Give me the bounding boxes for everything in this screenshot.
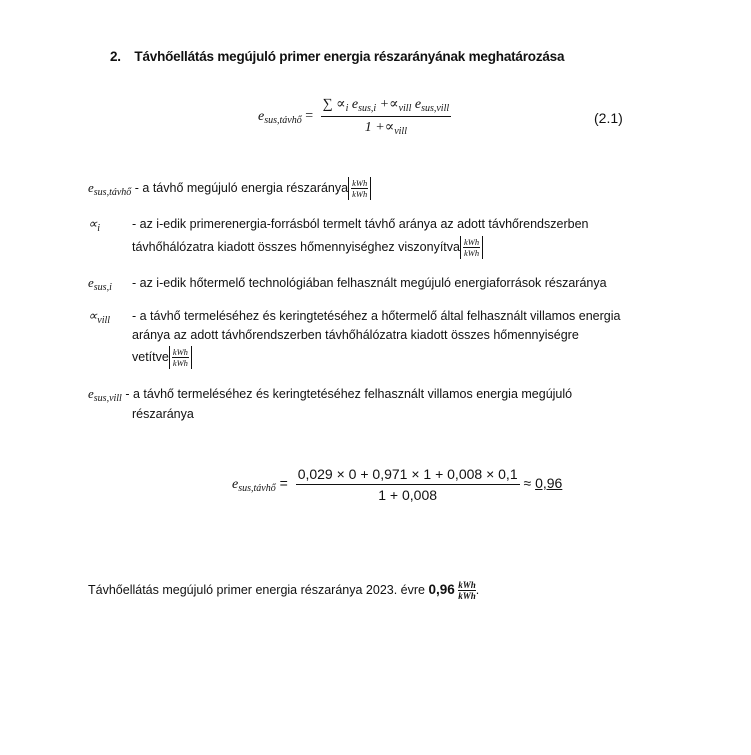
formula1-fraction: [321, 96, 452, 137]
formula1-numerator: ∑ $\propto_i$ $e_{sus,i} +\propto_{vill}$ $e_{sus,vill}$: [321, 96, 452, 117]
section-number: 2.: [110, 49, 121, 64]
final-statement: Távhőellátás megújuló primer energia részaránya 2023. évre 0,96 kWh kWh .: [88, 580, 480, 601]
formula2-fraction: [296, 466, 520, 503]
formula1-lhs: $e_{sus,távhő}$: [258, 108, 302, 126]
definition-symbol: $e_{sus,i}$: [88, 275, 112, 293]
definition-symbol: $e_{sus,vill}$: [88, 386, 122, 404]
section-heading: [110, 49, 564, 64]
definition-alpha-vill-symbol: [88, 306, 110, 331]
definition-text: - a távhő megújuló energia részaránya: [134, 180, 349, 195]
definition-symbol: $\propto_i$: [88, 216, 101, 234]
unit-fraction: kWh kWh: [348, 177, 371, 200]
definition-alpha-i-symbol: [88, 214, 100, 239]
formula2-result: 0,96: [535, 475, 563, 492]
definition-e-sus-tavho: [88, 177, 371, 203]
equation-number: (2.1): [594, 110, 623, 126]
approx-sign: ≈: [523, 475, 532, 492]
formula1-denominator: $1 +\propto_{vill}$: [364, 120, 407, 137]
formula-2-1: $e_{sus,távhő}$ = $\frac{\sum \propto_i e_{sus,i} +\propto_{vill} e_{sus,vill}}{1 +\propto_{vill}}$: [258, 97, 450, 137]
formula2-numerator: 0,029 × 0 + 0,971 × 1 + 0,008 × 0,1: [296, 466, 520, 485]
definition-alpha-vill-line3: vetítve kWh kWh: [132, 346, 192, 369]
final-unit: kWh kWh: [458, 580, 476, 601]
definition-e-sus-i-text: - az i-edik hőtermelő technológiában felhasznált megújuló energiaforrások részaránya: [132, 276, 607, 290]
definition-symbol: $\propto_{vill}$: [88, 308, 111, 326]
definition-alpha-i-line2: távhőhálózatra kiadott összes hőmennyiséghez viszonyítva kWh kWh: [132, 236, 483, 259]
final-value: 0,96: [428, 581, 455, 597]
unit-fraction: kWh kWh: [460, 236, 483, 259]
definition-alpha-vill-line2: aránya az adott távhőrendszerben távhőhálózatra kiadott összes hőmennyiségre: [132, 328, 579, 342]
formula-calculation: $e_{sus,távhő}$ = $\frac{0,029 \times 0 + 0,971 \times 1 + 0,008 \times 0,1}{1 + 0,008}$ ≈ 0,96: [232, 466, 563, 503]
definition-symbol: $e_{sus,távhő}$: [88, 179, 132, 198]
unit-fraction: kWh kWh: [169, 346, 192, 369]
final-text: Távhőellátás megújuló primer energia részaránya 2023. évre: [88, 582, 425, 597]
definition-text: - a távhő termeléséhez és keringtetéséhez felhasznált villamos energia megújuló: [125, 387, 573, 401]
formula2-lhs: $e_{sus,távhő}$: [232, 477, 276, 495]
definition-alpha-i-line1: - az i-edik primerenergia-forrásból termelt távhő aránya az adott távhőrendszerben: [132, 217, 589, 231]
definition-e-sus-vill-line2: részaránya: [132, 407, 194, 421]
definition-e-sus-i-symbol: [88, 273, 112, 298]
section-title: Távhőellátás megújuló primer energia részarányának meghatározása: [134, 49, 565, 64]
formula2-denominator: 1 + 0,008: [378, 487, 438, 503]
definition-alpha-vill-line1: - a távhő termeléséhez és keringtetéséhez a hőtermelő által felhasznált villamos energia: [132, 309, 621, 323]
